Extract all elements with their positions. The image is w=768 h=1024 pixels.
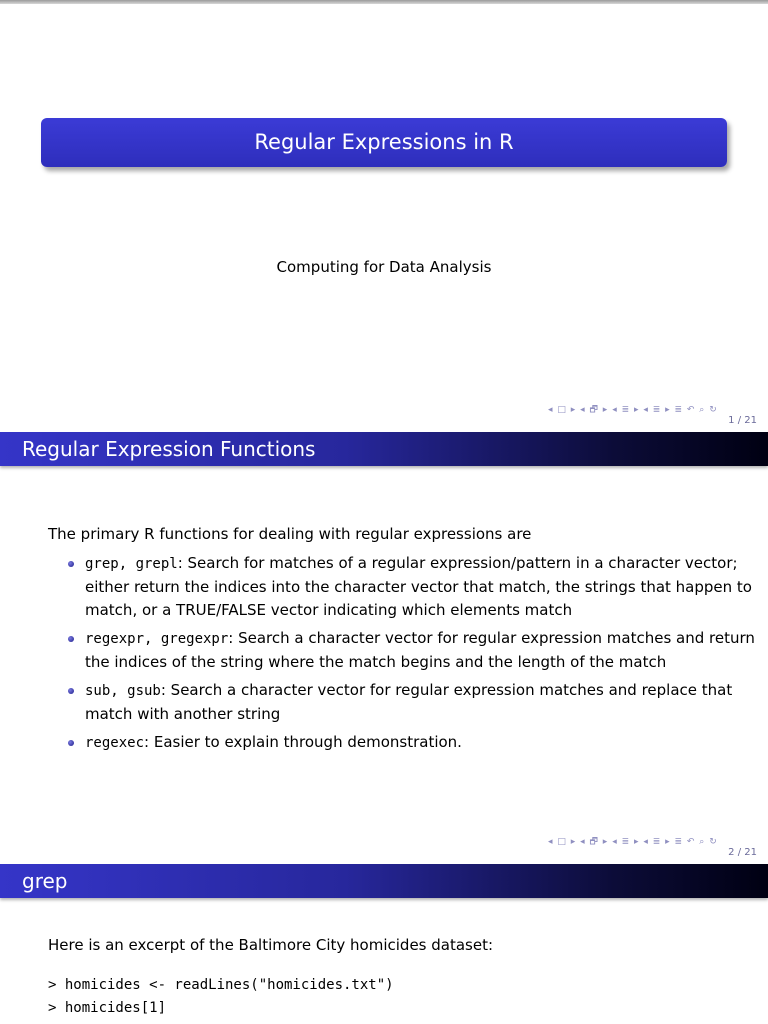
bullet-icon <box>68 688 74 694</box>
function-description: : Search for matches of a regular expression/pattern in a character vector; either return the indices into the character vector that match, the strings that happen to match, or a TRUE/FALSE vector indicating which elements match <box>85 554 752 619</box>
slide-2 <box>0 432 768 864</box>
list-item <box>68 679 758 726</box>
list-item <box>68 627 758 674</box>
intro-text: Here is an excerpt of the Baltimore City homicides dataset: <box>48 936 494 954</box>
bullet-icon <box>68 561 74 567</box>
bullet-icon <box>68 636 74 642</box>
list-item <box>68 731 758 755</box>
function-description: : Easier to explain through demonstration. <box>144 733 462 751</box>
intro-text: The primary R functions for dealing with regular expressions are <box>48 525 532 543</box>
presentation-title: Regular Expressions in R <box>41 118 727 167</box>
page-number: 2 / 21 <box>728 847 757 858</box>
list-item <box>68 552 758 622</box>
beamer-navigation-icons[interactable]: ◂ □ ▸ ◂ 🗗 ▸ ◂ ≣ ▸ ◂ ≣ ▸ ≣ ↶ ⌕ ↻ <box>548 405 718 415</box>
page-number: 1 / 21 <box>728 415 757 426</box>
bullet-icon <box>68 740 74 746</box>
presentation-subtitle: Computing for Data Analysis <box>276 258 492 276</box>
function-name: grep, grepl <box>85 556 178 572</box>
frame-title: Regular Expression Functions <box>0 432 768 466</box>
code-line: > homicides <- readLines("homicides.txt") <box>48 977 394 993</box>
function-name: regexec <box>85 735 145 751</box>
slide-1 <box>0 4 768 432</box>
function-description: : Search a character vector for regular expression matches and return the indices of the string where the match begins and the length of the match <box>85 629 755 671</box>
code-block <box>48 974 394 1020</box>
function-name: regexpr, gregexpr <box>85 631 229 647</box>
frame-title: grep <box>0 864 768 898</box>
function-name: sub, gsub <box>85 683 161 699</box>
slide-3 <box>0 864 768 1024</box>
code-line: > homicides[1] <box>48 1000 167 1016</box>
function-list <box>68 552 758 760</box>
beamer-navigation-icons[interactable]: ◂ □ ▸ ◂ 🗗 ▸ ◂ ≣ ▸ ◂ ≣ ▸ ≣ ↶ ⌕ ↻ <box>548 837 718 847</box>
function-description: : Search a character vector for regular expression matches and replace that match with another string <box>85 681 733 723</box>
